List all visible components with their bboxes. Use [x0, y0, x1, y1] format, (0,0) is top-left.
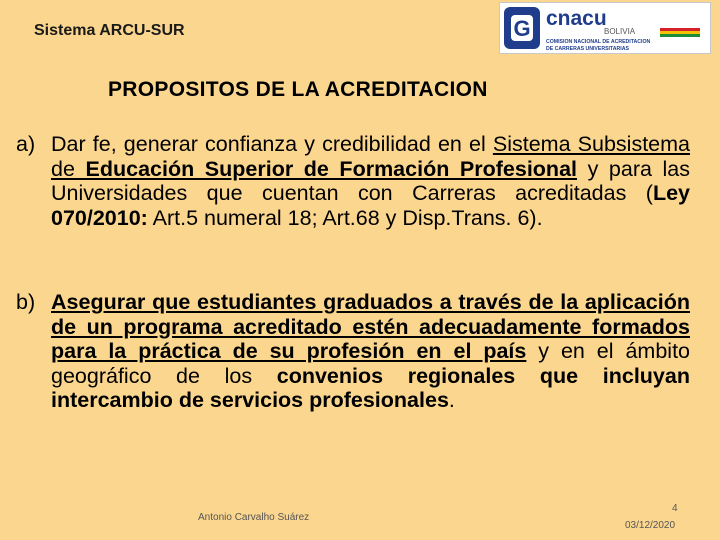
text-segment: convenios regionales que incluyan intercambio de servicios profesionales [51, 363, 690, 412]
cnacu-logo-graphic [500, 3, 710, 53]
text-segment: y en el ámbito geográfico de los [51, 339, 691, 388]
item-text [51, 290, 690, 413]
item-marker: a) [16, 132, 36, 156]
item-marker: b) [16, 290, 36, 314]
text-segment: Sistema Subsistema de [51, 132, 690, 181]
text-segment: . [448, 388, 455, 412]
logo-text: DE CARRERAS UNIVERSITARIAS [546, 46, 629, 52]
cnacu-logo [499, 2, 711, 54]
logo-text: G [513, 16, 531, 41]
text-segment: Art.5 numeral 18; Art.68 y Disp.Trans. 6). [147, 205, 543, 230]
slide-title: PROPOSITOS DE LA ACREDITACION [108, 78, 488, 101]
header-title: Sistema ARCU-SUR [34, 22, 185, 39]
text-segment: Dar fe, generar confianza y credibilidad en el [51, 132, 493, 156]
text-segment: Ley 070/2010: [51, 181, 690, 230]
item-text [51, 132, 690, 230]
footer-author: Antonio Carvalho Suárez [198, 512, 310, 523]
purpose-item-a [16, 132, 690, 230]
logo-text: COMISION NACIONAL DE ACREDITACION [546, 39, 651, 45]
page-number: 4 [672, 503, 678, 514]
purpose-item-b [16, 290, 690, 413]
logo-text: cnacu [546, 7, 607, 30]
footer-date: 03/12/2020 [625, 520, 676, 531]
logo-text: BOLIVIA [604, 27, 636, 36]
text-segment: y para las Universidades que cuentan con Carreras acreditadas ( [51, 156, 691, 205]
text-segment: Educación Superior de Formación Profesional [85, 156, 578, 181]
text-segment: Asegurar que estudiantes graduados a través de la aplicación de un programa acreditado estén adecuadamente formados para la práctica de su profesión en el país [51, 290, 690, 363]
